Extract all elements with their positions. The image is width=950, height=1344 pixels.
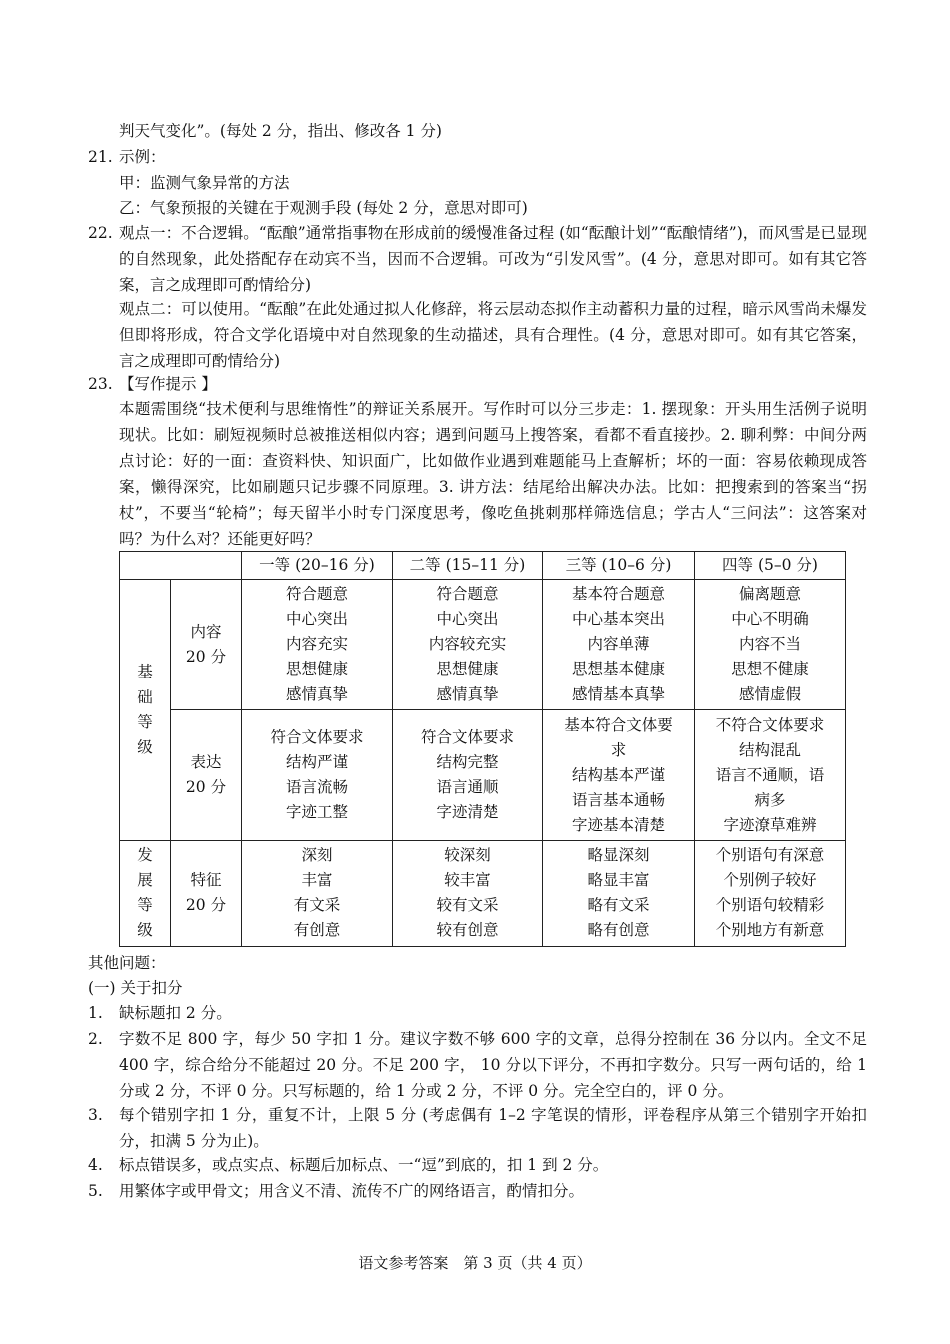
group-development-label — [124, 843, 166, 943]
row-label-score: 20 分 — [185, 896, 227, 915]
cell-line: 不符合文体要求 — [715, 715, 825, 734]
cell-line: 感情基本真挚 — [571, 685, 665, 704]
row-label-content — [171, 580, 242, 710]
cell-line: 字迹清楚 — [436, 803, 499, 822]
cell-line: 略有文采 — [587, 896, 650, 915]
cell-line: 求 — [610, 740, 627, 759]
header-grade-3: 三等 (10–6 分) — [543, 552, 695, 580]
table-cell — [543, 710, 695, 840]
group-char: 基 — [137, 662, 153, 681]
continuation-line: 判天气变化”。(每处 2 分，指出、修改各 1 分) — [119, 122, 442, 140]
cell-line: 中心基本突出 — [571, 610, 665, 629]
table-cell — [543, 840, 695, 946]
table-cell — [393, 710, 543, 840]
cell-line: 较有文采 — [436, 896, 499, 915]
table-corner-cell — [120, 552, 242, 580]
cell-line: 个别语句较精彩 — [715, 896, 825, 915]
item-number: 1. — [88, 1004, 103, 1022]
row-label-title: 内容 — [190, 622, 222, 641]
deduction-item: 字数不足 800 字，每少 50 字扣 1 分。建议字数不够 600 字的文章，总得分控制在 36 分以内。全文不足 400 字，综合给分不能超过 20 分。不足 200 字， 10 分以下评分，不再扣字数分。只写一两句话的，给 1 分或 2 分，不评 0 分。只写标题的，给 1 分或 2 分，不评 0 分。完全空白的，评 0 分。 — [119, 1030, 867, 1100]
cell-line: 感情虚假 — [738, 685, 801, 704]
cell-line: 思想健康 — [285, 660, 348, 679]
q22-view1: 观点一：不合逻辑。“酝酿”通常指事物在形成前的缓慢准备过程 (如“酝酿计划”“酝酿情绪”)，而风雪是已显现的自然现象，此处搭配存在动宾不当，因而不合逻辑。可改为“引发风雪”。(4 分，意思对即可。如有其它答案，言之成理即可酌情给分) — [119, 224, 867, 294]
table-header-row — [120, 552, 846, 580]
cell-line: 个别地方有新意 — [715, 921, 825, 940]
table-cell — [695, 840, 846, 946]
cell-line: 个别语句有深意 — [715, 846, 825, 865]
row-label-score: 20 分 — [185, 778, 227, 797]
q22-number: 22. — [88, 224, 113, 242]
q23-number: 23. — [88, 375, 113, 393]
row-label-expression — [171, 710, 242, 840]
cell-line: 符合题意 — [285, 585, 348, 604]
cell-line: 病多 — [754, 790, 786, 809]
table-cell — [242, 840, 393, 946]
q21-answer-a: 甲：监测气象异常的方法 — [119, 174, 290, 192]
cell-line: 基本符合题意 — [571, 585, 665, 604]
cell-line: 语言基本通畅 — [571, 790, 665, 809]
cell-line: 中心突出 — [436, 610, 499, 629]
deduction-item: 用繁体字或甲骨文；用含义不清、流传不广的网络语言，酌情扣分。 — [119, 1182, 585, 1200]
cell-line: 语言通顺 — [436, 778, 499, 797]
cell-line: 丰富 — [301, 871, 333, 890]
item-number: 3. — [88, 1106, 103, 1124]
deduction-item: 每个错别字扣 1 分，重复不计，上限 5 分 (考虑偶有 1–2 字笔误的情形，评卷程序从第三个错别字开始扣分，扣满 5 分为止)。 — [119, 1106, 867, 1150]
cell-line: 偏离题意 — [738, 585, 801, 604]
page-footer: 语文参考答案 第 3 页（共 4 页） — [358, 1254, 592, 1272]
group-char: 级 — [137, 921, 153, 940]
group-char: 等 — [137, 712, 153, 731]
table-cell — [543, 580, 695, 710]
other-subtitle: (一) 关于扣分 — [88, 979, 183, 997]
q21-answer-b: 乙：气象预报的关键在于观测手段 (每处 2 分，意思对即可) — [119, 199, 528, 217]
row-label-title: 表达 — [190, 753, 222, 772]
item-number: 4. — [88, 1156, 103, 1174]
group-basic-label — [124, 660, 166, 760]
cell-line: 语言流畅 — [285, 778, 348, 797]
cell-line: 感情真挚 — [285, 685, 348, 704]
table-cell — [393, 580, 543, 710]
cell-line: 思想基本健康 — [571, 660, 665, 679]
cell-line: 有创意 — [293, 921, 341, 940]
header-grade-1: 一等 (20–16 分) — [242, 552, 393, 580]
q22-view2: 观点二：可以使用。“酝酿”在此处通过拟人化修辞，将云层动态拟作主动蓄积力量的过程，暗示风雪尚未爆发但即将形成，符合文学化语境中对自然现象的生动描述，具有合理性。(4 分，意思对即可。如有其它答案，言之成理即可酌情给分) — [119, 300, 867, 370]
cell-line: 较有创意 — [436, 921, 499, 940]
group-basic-level — [120, 580, 171, 841]
cell-line: 较丰富 — [444, 871, 491, 890]
other-title: 其他问题： — [88, 954, 166, 972]
deduction-item: 标点错误多，或点实点、标题后加标点、一“逗”到底的，扣 1 到 2 分。 — [119, 1156, 609, 1174]
group-char: 发 — [137, 846, 153, 865]
cell-line: 内容充实 — [285, 635, 348, 654]
table-row — [120, 840, 846, 946]
cell-line: 中心不明确 — [731, 610, 809, 629]
group-char: 级 — [137, 737, 153, 756]
cell-line: 符合题意 — [436, 585, 499, 604]
cell-line: 深刻 — [301, 846, 333, 865]
table-cell — [695, 710, 846, 840]
header-grade-4: 四等 (5–0 分) — [695, 552, 846, 580]
cell-line: 符合文体要求 — [270, 728, 364, 747]
q23-body: 本题需围绕“技术便利与思维惰性”的辩证关系展开。写作时可以分三步走：1. 摆现象：开头用生活例子说明现状。比如：刷短视频时总被推送相似内容；遇到问题马上搜答案，看都不看直接抄。2. 聊利弊：中间分两点讨论：好的一面：查资料快、知识面广，比如做作业遇到难题能马上查解析；坏的一面：容易依赖现成答案，懒得深究，比如刷题只记步骤不同原理。3. 讲方法：结尾给出解决办法。比如：把搜索到的答案当“拐杖”，不要当“轮椅”；每天留半小时专门深度思考，像吃鱼挑刺那样筛选信息；学古人“三问法”：这答案对吗？为什么对？还能更好吗？ — [119, 400, 867, 548]
deduction-item: 缺标题扣 2 分。 — [119, 1004, 232, 1022]
cell-line: 结构严谨 — [285, 753, 348, 772]
q21-number: 21. — [88, 148, 113, 166]
cell-line: 结构基本严谨 — [571, 765, 665, 784]
cell-line: 内容单薄 — [587, 635, 650, 654]
cell-line: 较深刻 — [444, 846, 491, 865]
group-char: 展 — [137, 871, 153, 890]
table-cell — [695, 580, 846, 710]
cell-line: 字迹潦草难辨 — [723, 815, 817, 834]
group-char: 础 — [137, 687, 153, 706]
row-label-score: 20 分 — [185, 647, 227, 666]
cell-line: 感情真挚 — [436, 685, 499, 704]
cell-line: 略有创意 — [587, 921, 650, 940]
q21-label: 示例： — [119, 148, 166, 166]
cell-line: 结构完整 — [436, 753, 499, 772]
row-label-title: 特征 — [190, 871, 222, 890]
item-number: 2. — [88, 1030, 103, 1048]
table-row — [120, 710, 846, 840]
grading-table — [119, 551, 846, 947]
cell-line: 略显丰富 — [587, 871, 650, 890]
cell-line: 思想健康 — [436, 660, 499, 679]
cell-line: 语言不通顺，语 — [715, 765, 825, 784]
cell-line: 思想不健康 — [731, 660, 809, 679]
cell-line: 字迹基本清楚 — [571, 815, 665, 834]
cell-line: 内容较充实 — [428, 635, 507, 654]
table-cell — [393, 840, 543, 946]
group-development-level — [120, 840, 171, 946]
row-label-feature — [171, 840, 242, 946]
cell-line: 中心突出 — [285, 610, 348, 629]
table-cell — [242, 580, 393, 710]
header-grade-2: 二等 (15–11 分) — [393, 552, 543, 580]
q23-label: 【写作提示 】 — [119, 375, 217, 393]
cell-line: 结构混乱 — [738, 740, 801, 759]
cell-line: 个别例子较好 — [723, 871, 817, 890]
item-number: 5. — [88, 1182, 103, 1200]
table-row — [120, 580, 846, 710]
cell-line: 有文采 — [293, 896, 341, 915]
cell-line: 符合文体要求 — [420, 728, 514, 747]
table-cell — [242, 710, 393, 840]
cell-line: 略显深刻 — [587, 846, 650, 865]
cell-line: 字迹工整 — [285, 803, 348, 822]
cell-line: 内容不当 — [738, 635, 801, 654]
group-char: 等 — [137, 896, 153, 915]
cell-line: 基本符合文体要 — [564, 715, 673, 734]
